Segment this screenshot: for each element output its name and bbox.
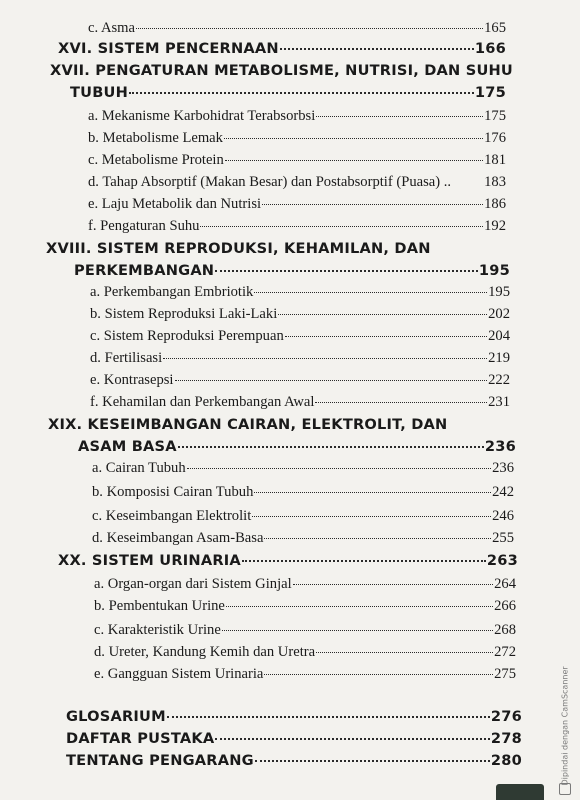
dot-leader [222, 630, 493, 631]
dot-leader [215, 270, 478, 272]
toc-page-number: 264 [494, 576, 516, 592]
toc-entry-label: c. Keseimbangan Elektrolit [92, 508, 252, 524]
toc-entry-label: b. Metabolisme Lemak [88, 130, 223, 146]
toc-entry [90, 328, 510, 345]
toc-entry-label: c. Asma [88, 20, 136, 36]
toc-entry-label: a. Cairan Tubuh [92, 460, 186, 476]
toc-page-number: 280 [490, 752, 522, 769]
toc-entry [88, 218, 506, 235]
toc-page-number: 278 [490, 730, 522, 747]
dot-leader [315, 402, 487, 403]
toc-entry-label: f. Pengaturan Suhu [88, 218, 200, 234]
toc-entry-label: b. Komposisi Cairan Tubuh [92, 484, 254, 500]
toc-entry-label: a. Organ-organ dari Sistem Ginjal [94, 576, 292, 592]
dot-leader [254, 492, 491, 493]
dot-leader [242, 560, 486, 562]
toc-entry [90, 394, 510, 411]
toc-page-number: 183 [484, 174, 506, 190]
toc-entry-label: f. Kehamilan dan Perkembangan Awal [90, 394, 315, 410]
toc-entry-label: a. Mekanisme Karbohidrat Terabsorbsi [88, 108, 316, 124]
toc-entry [94, 598, 516, 615]
dot-leader [262, 204, 483, 205]
toc-page-number: 236 [492, 460, 514, 476]
toc-chapter-xvii-title: XVII. PENGATURAN METABOLISME, NUTRISI, DAN SUHU [50, 62, 513, 79]
toc-entry [94, 666, 516, 683]
dot-leader [200, 226, 483, 227]
toc-page-number: 276 [490, 708, 522, 725]
toc-page-number: 219 [488, 350, 510, 366]
dot-leader [226, 606, 493, 607]
toc-page-number: 275 [494, 666, 516, 682]
toc-page-number: 195 [478, 262, 510, 279]
toc-entry-label: c. Karakteristik Urine [94, 622, 221, 638]
toc-chapter-label: ASAM BASA [78, 438, 177, 455]
toc-chapter-xix [78, 438, 516, 455]
dot-leader [285, 336, 487, 337]
dot-leader [187, 468, 491, 469]
dot-leader [316, 116, 483, 117]
toc-page-number: 176 [484, 130, 506, 146]
toc-chapter-label: XX. SISTEM URINARIA [58, 552, 241, 569]
toc-entry-label: c. Sistem Reproduksi Perempuan [90, 328, 284, 344]
toc-entry-label: d. Keseimbangan Asam-Basa [92, 530, 264, 546]
toc-entry [94, 644, 516, 661]
toc-page-number: 263 [486, 552, 518, 569]
dot-leader [224, 138, 483, 139]
toc-entry-label: d. Fertilisasi [90, 350, 163, 366]
toc-chapter-label: TUBUH [70, 84, 128, 101]
dot-leader [280, 48, 474, 50]
toc-chapter-label: TENTANG PENGARANG [66, 752, 254, 769]
toc-page-number: 266 [494, 598, 516, 614]
toc-entry [94, 622, 516, 639]
toc-page-number: 192 [484, 218, 506, 234]
toc-page-number: 255 [492, 530, 514, 546]
dot-leader [255, 760, 490, 762]
dot-leader [178, 446, 484, 448]
dot-leader [293, 584, 493, 585]
dot-leader [167, 716, 490, 718]
toc-entry [88, 108, 506, 125]
toc-entry-label: a. Perkembangan Embriotik [90, 284, 254, 300]
toc-chapter-xviii [74, 262, 510, 279]
toc-glosarium [66, 708, 522, 725]
toc-chapter-label: GLOSARIUM [66, 708, 166, 725]
toc-page-number: 268 [494, 622, 516, 638]
dot-leader [264, 538, 491, 539]
dot-leader [175, 380, 488, 381]
toc-chapter-xviii-title: XVIII. SISTEM REPRODUKSI, KEHAMILAN, DAN [46, 240, 431, 257]
toc-entry-label: e. Gangguan Sistem Urinaria [94, 666, 264, 682]
toc-entry [88, 152, 506, 169]
toc-page-number: 272 [494, 644, 516, 660]
toc-daftar-pustaka [66, 730, 522, 747]
toc-page-number: 165 [484, 20, 506, 36]
toc-chapter-label: XVI. SISTEM PENCERNAAN [58, 40, 279, 57]
toc-page-number: 166 [474, 40, 506, 57]
toc-page-number: 175 [474, 84, 506, 101]
dot-leader [264, 674, 493, 675]
toc-entry-label: d. Tahap Absorptif (Makan Besar) dan Postabsorptif (Puasa) .. [88, 174, 452, 190]
toc-entry [88, 174, 506, 191]
dot-leader [225, 160, 483, 161]
toc-entry [94, 576, 516, 593]
toc-entry-label: b. Sistem Reproduksi Laki-Laki [90, 306, 278, 322]
toc-entry [90, 284, 510, 301]
toc-page-number: 186 [484, 196, 506, 212]
dot-leader [215, 738, 490, 740]
page-corner-tab [496, 784, 544, 800]
toc-entry [88, 196, 506, 213]
toc-page-number: 236 [484, 438, 516, 455]
toc-entry-label: d. Ureter, Kandung Kemih dan Uretra [94, 644, 316, 660]
toc-entry [90, 350, 510, 367]
watermark-text: Dipindai dengan CamScanner [560, 666, 570, 786]
dot-leader [316, 652, 493, 653]
toc-page-number: 246 [492, 508, 514, 524]
toc-entry-label: e. Kontrasepsi [90, 372, 174, 388]
toc-page-number: 204 [488, 328, 510, 344]
toc-chapter-xix-title: XIX. KESEIMBANGAN CAIRAN, ELEKTROLIT, DAN [48, 416, 448, 433]
toc-page-number: 181 [484, 152, 506, 168]
toc-page-number: 222 [488, 372, 510, 388]
toc-chapter-xvi [58, 40, 506, 57]
dot-leader [254, 292, 487, 293]
toc-page-number: 242 [492, 484, 514, 500]
toc-chapter-xx [58, 552, 518, 569]
toc-entry-label: c. Metabolisme Protein [88, 152, 224, 168]
toc-entry-asma [88, 20, 506, 37]
scanner-watermark [556, 660, 574, 800]
dot-leader [252, 516, 491, 517]
toc-entry [92, 530, 514, 547]
toc-chapter-xvii [70, 84, 506, 101]
toc-page-number: 175 [484, 108, 506, 124]
toc-page-number: 231 [488, 394, 510, 410]
toc-entry [88, 130, 506, 147]
toc-entry-label: b. Pembentukan Urine [94, 598, 225, 614]
toc-page-number: 202 [488, 306, 510, 322]
toc-entry [92, 484, 514, 501]
toc-entry-label: e. Laju Metabolik dan Nutrisi [88, 196, 262, 212]
toc-page-number: 195 [488, 284, 510, 300]
camscanner-logo-icon [559, 783, 571, 795]
dot-leader [278, 314, 487, 315]
toc-tentang-pengarang [66, 752, 522, 769]
toc-entry [90, 372, 510, 389]
toc-entry [92, 508, 514, 525]
dot-leader [136, 28, 483, 29]
toc-chapter-label: DAFTAR PUSTAKA [66, 730, 215, 747]
toc-chapter-label: PERKEMBANGAN [74, 262, 215, 279]
toc-entry [90, 306, 510, 323]
dot-leader [129, 92, 474, 94]
dot-leader [163, 358, 487, 359]
toc-entry [92, 460, 514, 477]
